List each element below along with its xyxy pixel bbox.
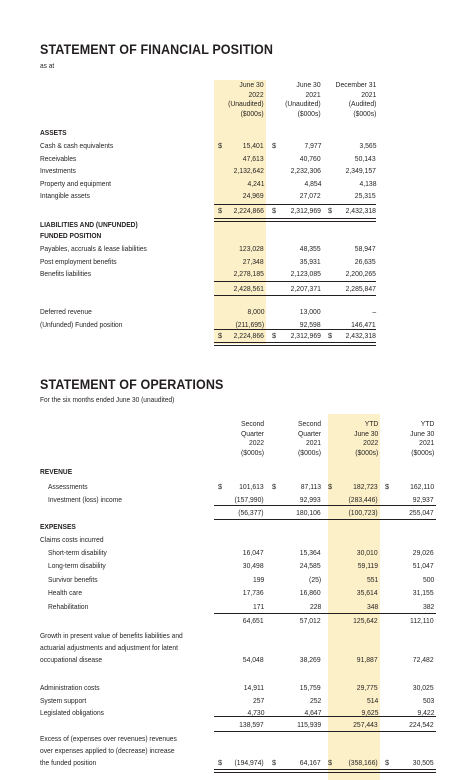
liab-subtotal-value: 2,207,371 (290, 284, 321, 293)
liabilities-subtotal-rule (214, 295, 376, 296)
admin-row-value: 503 (422, 695, 434, 705)
excess-label-line2: over expenses applied to (decrease) increase (40, 746, 175, 755)
assets-heading: ASSETS (40, 128, 67, 137)
liability-row-label: Post employment benefits (40, 256, 117, 266)
claims-row-value: 59,119 (357, 561, 378, 571)
grand-total-rule (214, 329, 376, 330)
revenue-row-label: Investment (loss) income (48, 494, 122, 504)
liability-row-value: 2,200,265 (345, 269, 376, 279)
claims-total-value: 112,110 (410, 616, 434, 625)
admin-row-label: System support (40, 695, 87, 705)
liabilities-heading-line2: FUNDED POSITION (40, 231, 102, 240)
liabilities-heading-line1: LIABILITIES AND (UNFUNDED) (40, 220, 138, 229)
other-row-value: 13,000 (300, 307, 321, 316)
claims-row-value: 500 (422, 574, 434, 584)
currency-symbol: $ (218, 141, 223, 150)
growth-value: 72,482 (413, 655, 434, 664)
liability-row-value: 58,947 (355, 244, 376, 253)
admin-row-value: 30,025 (413, 683, 434, 692)
claims-row-label: Health care (48, 588, 83, 598)
revenue-total-value: 255,047 (409, 508, 434, 517)
currency-symbol: $ (218, 206, 223, 215)
asset-row-value: 3,565 (358, 141, 376, 150)
admin-row-value: 252 (309, 695, 321, 705)
claims-row-label: Long-term disability (48, 561, 106, 571)
currency-symbol: $ (385, 482, 390, 491)
claims-row-label: Short-term disability (48, 548, 107, 557)
currency-symbol: $ (385, 758, 390, 767)
ops-col-header-q2-2022: Second Quarter 2022 ($000s) (240, 419, 264, 457)
liability-row-value: 27,348 (243, 256, 264, 266)
operations-title: STATEMENT OF OPERATIONS (40, 377, 224, 392)
liability-row-label: Payables, accruals & lease liabilities (40, 244, 147, 253)
claims-row-value: 30,498 (243, 561, 264, 571)
growth-value: 38,269 (300, 655, 321, 664)
liability-row-label: Benefits liabilities (40, 269, 92, 279)
admin-row-value: 9,422 (416, 708, 434, 718)
excess-label-line3: the funded position (40, 758, 97, 767)
ops-col-header-ytd-2022: YTD June 30 2022 ($000s) (353, 419, 378, 457)
assets-double-rule (214, 218, 376, 222)
revenue-total-rule (214, 519, 436, 520)
claims-row-value: 51,047 (413, 561, 434, 571)
admin-row-value: 4,647 (303, 708, 321, 718)
currency-symbol: $ (328, 758, 333, 767)
admin-row-value: 14,911 (243, 683, 264, 692)
liabilities-rule (214, 281, 376, 282)
claims-row-value: 15,364 (300, 548, 321, 557)
currency-symbol: $ (328, 482, 333, 491)
admin-row-value: 29,775 (357, 683, 378, 692)
revenue-row-value: 87,113 (300, 482, 321, 491)
asset-row-value: 4,241 (246, 178, 264, 188)
revenue-row-value: (157,990) (234, 494, 264, 504)
claims-row-value: 16,860 (300, 588, 321, 598)
grand-total-double-rule (214, 342, 376, 346)
admin-row-label: Administration costs (40, 683, 100, 692)
revenue-row-value: 92,937 (413, 494, 434, 504)
excess-value: 64,167 (300, 758, 321, 767)
asset-row-value: 25,315 (355, 191, 376, 201)
expenses-total-value: 224,542 (409, 720, 434, 729)
currency-symbol: $ (218, 331, 223, 340)
excess-value: (358,166) (348, 758, 378, 767)
other-row-value: 146,471 (351, 319, 376, 329)
currency-symbol: $ (218, 482, 223, 491)
liability-row-value: 2,123,085 (290, 269, 321, 279)
currency-symbol: $ (328, 331, 333, 340)
col-header-jun2022: June 30 2022 (Unaudited) ($000s) (228, 80, 264, 118)
currency-symbol: $ (272, 758, 277, 767)
liability-row-value: 2,278,185 (233, 269, 264, 279)
growth-label-line3: occupational disease (40, 655, 103, 664)
asset-row-label: Investments (40, 166, 76, 176)
revenue-row-value: 162,110 (409, 482, 434, 491)
growth-label-line1: Growth in present value of benefits liabilities and (40, 631, 183, 640)
claims-row-value: 24,585 (300, 561, 321, 571)
claims-row-value: 348 (366, 601, 378, 611)
asset-row-value: 50,143 (355, 153, 376, 163)
asset-row-value: 15,401 (243, 141, 264, 150)
asset-row-value: 24,969 (243, 191, 264, 201)
asset-row-value: 2,132,642 (233, 166, 264, 176)
claims-row-label: Survivor benefits (48, 574, 98, 584)
asset-row-value: 7,977 (303, 141, 321, 150)
liab-subtotal-value: 2,285,847 (345, 284, 376, 293)
currency-symbol: $ (328, 206, 333, 215)
expenses-total-value: 138,597 (239, 720, 264, 729)
currency-symbol: $ (272, 141, 277, 150)
asset-row-value: 4,854 (303, 178, 321, 188)
col-header-jun2021: June 30 2021 (Unaudited) ($000s) (285, 80, 321, 118)
growth-label-line2: actuarial adjustments and adjustment for latent (40, 643, 178, 652)
revenue-row-value: 182,723 (353, 482, 378, 491)
revenue-total-value: 180,106 (296, 508, 321, 517)
financial-position-subtitle: as at (40, 61, 55, 70)
claims-row-value: 551 (366, 574, 378, 584)
claims-row-value: 228 (309, 601, 321, 611)
liability-row-value: 48,355 (300, 244, 321, 253)
assets-total-value: 2,224,866 (233, 206, 264, 215)
asset-row-label: Receivables (40, 153, 77, 163)
admin-row-value: 514 (366, 695, 378, 705)
admin-row-value: 15,759 (300, 683, 321, 692)
claims-total-value: 125,642 (353, 616, 378, 625)
ops-col-header-ytd-2021: YTD June 30 2021 ($000s) (409, 419, 434, 457)
liability-row-value: 123,028 (239, 244, 264, 253)
currency-symbol: $ (272, 482, 277, 491)
claims-total-value: 64,651 (243, 616, 264, 625)
admin-row-value: 257 (252, 695, 264, 705)
grand-total-value: 2,224,866 (233, 331, 264, 340)
expenses-total-rule (214, 731, 436, 732)
other-row-value: 8,000 (246, 307, 264, 316)
other-row-value: 92,598 (300, 319, 321, 329)
claims-row-value: 171 (252, 601, 264, 611)
claims-row-value: 199 (252, 574, 264, 584)
excess-label-line1: Excess of (expenses over revenues) revenues (40, 734, 177, 743)
currency-symbol: $ (272, 206, 277, 215)
growth-value: 91,887 (357, 655, 378, 664)
admin-row-value: 9,625 (360, 708, 378, 718)
revenue-heading: REVENUE (40, 467, 73, 476)
other-row-label: Deferred revenue (40, 307, 92, 316)
assets-total-value: 2,432,318 (345, 206, 376, 215)
assets-total-value: 2,312,969 (290, 206, 321, 215)
claims-row-label: Rehabilitation (48, 601, 89, 611)
revenue-total-value: (56,377) (238, 508, 264, 517)
admin-row-value: 4,730 (246, 708, 264, 718)
growth-value: 54,048 (243, 655, 264, 664)
grand-total-value: 2,312,969 (290, 331, 321, 340)
assets-rule (214, 204, 376, 205)
asset-row-value: 2,349,157 (345, 166, 376, 176)
claims-total-value: 57,012 (300, 616, 321, 625)
claims-row-value: 17,736 (243, 588, 264, 598)
revenue-row-label: Assessments (48, 482, 88, 491)
claims-row-value: 16,047 (243, 548, 264, 557)
claims-row-value: 29,026 (413, 548, 434, 557)
revenue-total-value: (100,723) (348, 508, 378, 517)
excess-value: (194,974) (234, 758, 264, 767)
expenses-rule (214, 716, 436, 717)
currency-symbol: $ (272, 331, 277, 340)
liab-subtotal-value: 2,428,561 (233, 284, 264, 293)
admin-row-label: Legislated obligations (40, 708, 104, 718)
expenses-total-value: 257,443 (353, 720, 378, 729)
operations-subtitle: For the six months ended June 30 (unaudited) (40, 395, 175, 404)
asset-row-label: Intangible assets (40, 191, 90, 201)
asset-row-label: Cash & cash equivalents (40, 141, 114, 150)
asset-row-value: 2,232,306 (290, 166, 321, 176)
asset-row-value: 27,072 (300, 191, 321, 201)
asset-row-value: 4,138 (358, 178, 376, 188)
asset-row-value: 40,760 (300, 153, 321, 163)
excess-value: 30,505 (413, 758, 434, 767)
ops-col-header-q2-2021: Second Quarter 2021 ($000s) (297, 419, 321, 457)
expenses-total-value: 115,939 (296, 720, 321, 729)
currency-symbol: $ (218, 758, 223, 767)
claims-row-value: 31,155 (413, 588, 434, 598)
other-row-value: (211,695) (235, 319, 264, 329)
financial-position-title: STATEMENT OF FINANCIAL POSITION (40, 42, 274, 57)
liability-row-value: 26,635 (355, 256, 376, 266)
asset-row-label: Property and equipment (40, 178, 112, 188)
revenue-rule (214, 505, 436, 506)
col-header-dec2021: December 31 2021 (Audited) ($000s) (335, 80, 376, 118)
asset-row-value: 47,613 (243, 153, 264, 163)
expenses-heading: EXPENSES (40, 522, 76, 531)
claims-row-value: (25) (308, 574, 321, 584)
claims-row-value: 382 (422, 601, 434, 611)
liability-row-value: 35,931 (300, 256, 321, 266)
other-row-value: – (372, 307, 376, 316)
claims-row-value: 35,614 (357, 588, 378, 598)
claims-rule (214, 613, 436, 614)
revenue-row-value: (283,446) (348, 494, 378, 504)
revenue-row-value: 92,993 (300, 494, 321, 504)
claims-row-value: 30,010 (357, 548, 378, 557)
revenue-row-value: 101,613 (239, 482, 264, 491)
claims-heading: Claims costs incurred (40, 535, 104, 544)
excess-double-rule (214, 769, 436, 773)
other-row-label: (Unfunded) Funded position (40, 319, 123, 329)
grand-total-value: 2,432,318 (345, 331, 376, 340)
